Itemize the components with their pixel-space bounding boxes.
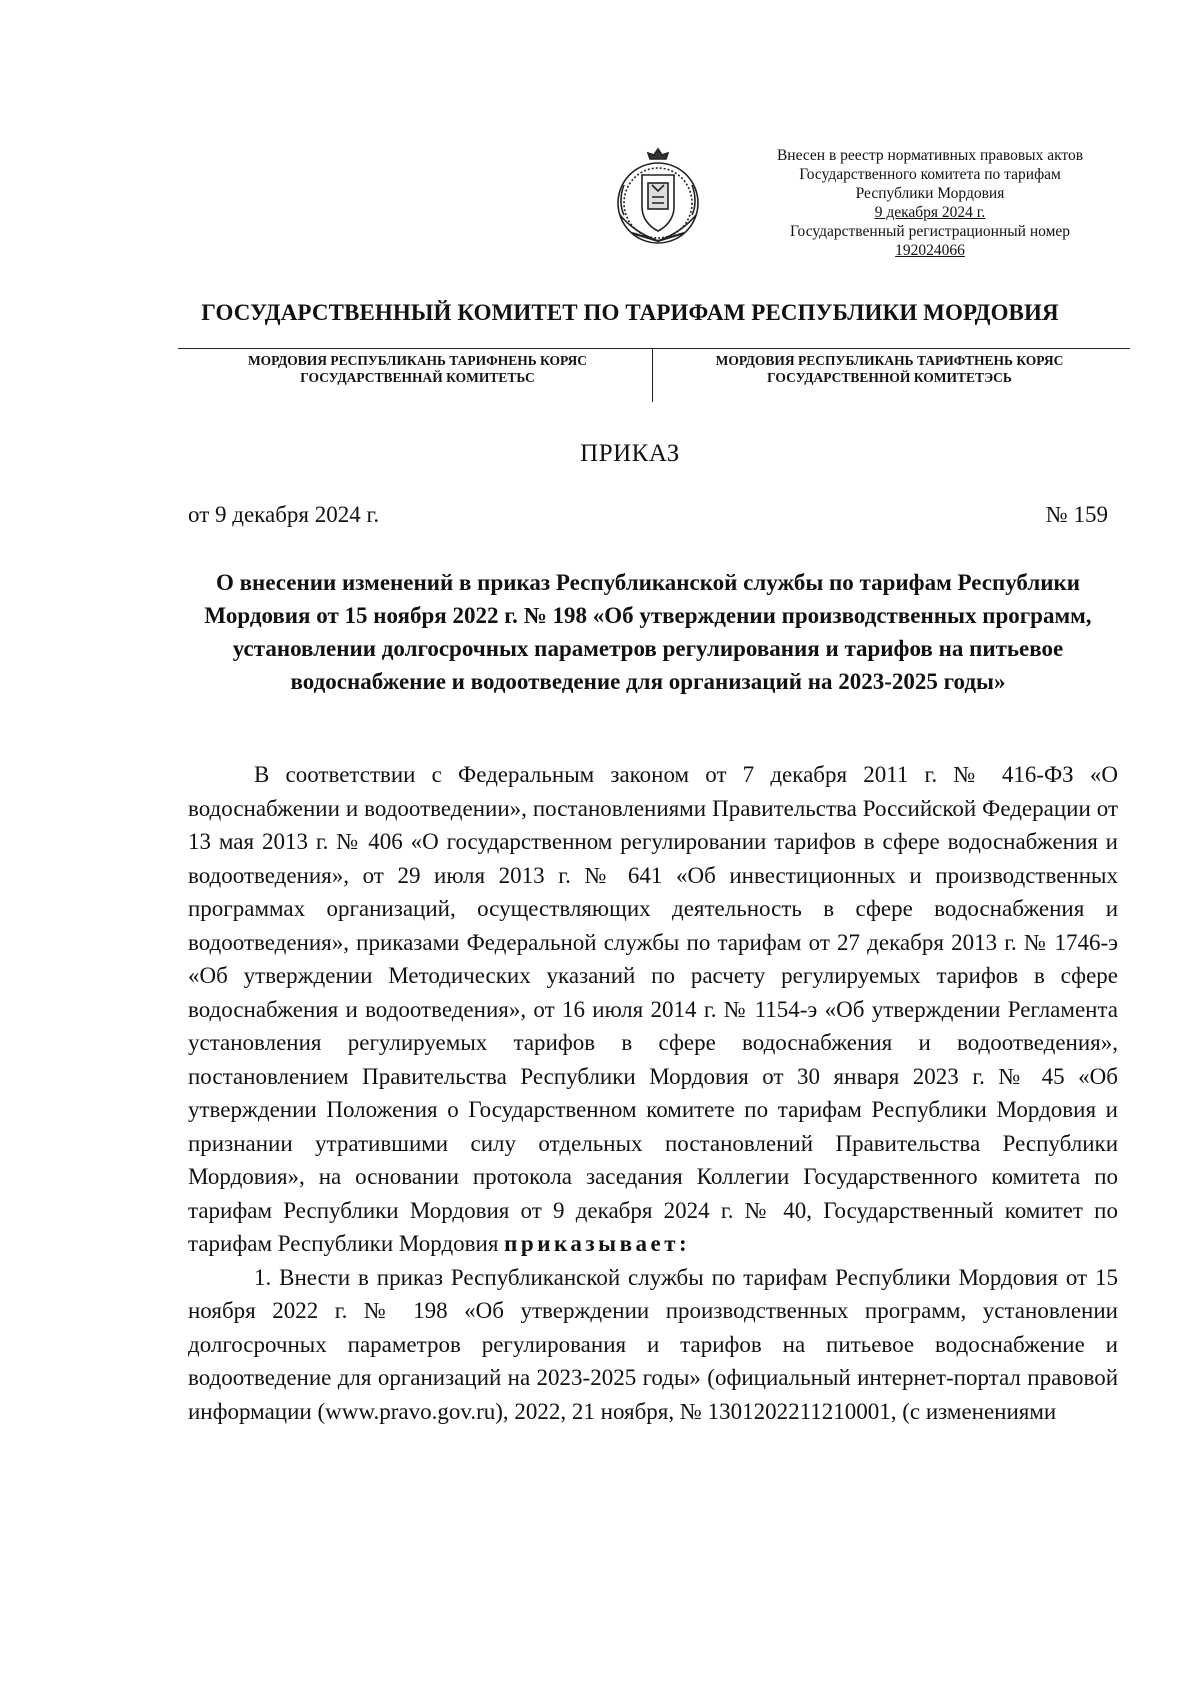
body-paragraph-1-text: В соответствии с Федеральным законом от 7 декабря 2011 г. № 416-ФЗ «О водоснабжении и водоотведении», постановлениями Правительства Российской Федерации от 13 мая 2013 г. № 406 «О государственном регулировании тарифов в сфере водоснабжения и водоотведения», от 29 июля 2013 г. № 641 «Об инвестиционных и производственных программах организаций, осуществляющих деятельность в сфере водоснабжения и водоотведения», приказами Федеральной службы по тарифам от 27 декабря 2013 г. № 1746-э «Об утверждении Методических указаний по расчету регулируемых тарифов в сфере водоснабжения и водоотведения», от 16 июля 2014 г. № 1154-э «Об утверждении Регламента установления регулируемых тарифов в сфере водоснабжения и водоотведения», постановлением Правительства Республики Мордовия от 30 января 2023 г. № 45 «Об утверждении Положения о Государственном комитете по тарифам Республики Мордовия и признании утратившими силу отдельных постановлений Правительства Республики Мордовия», на основании протокола заседания Коллегии Государственного комитета по тарифам Республики Мордовия от 9 декабря 2024 г. № 40, Государственный комитет по тарифам Республики Мордовия <box>188 762 1118 1256</box>
registry-line-5: Государственный регистрационный номер <box>789 223 1071 240</box>
document-subject: О внесении изменений в приказ Республиканской службы по тарифам Республики Мордовия от 15 ноября 2022 г. № 198 «Об утверждении производственных программ, установлении долгосрочных параметров регулирования и тарифов на питьевое водоснабжение и водоотведение для организаций на 2023-2025 годы» <box>204 570 1092 694</box>
registry-stamp <box>740 146 1120 260</box>
mordovia-coat-of-arms-icon <box>612 145 704 249</box>
registry-line-3: Республики Мордовия <box>855 185 1005 202</box>
document-type: ПРИКАЗ <box>580 440 680 467</box>
document-date: от 9 декабря 2024 г. <box>188 502 380 527</box>
registry-line-1: Внесен в реестр нормативных правовых актов <box>776 147 1084 164</box>
committee-name-erzya <box>662 352 1117 386</box>
committee-name-moksha-line2: ГОСУДАРСТВЕННАЙ КОМИТЕТЬС <box>300 370 535 385</box>
registry-number: 192024066 <box>895 242 965 259</box>
document-number: № 159 <box>1045 502 1108 527</box>
committee-name-moksha <box>190 352 645 386</box>
committee-name-moksha-line1: МОРДОВИЯ РЕСПУБЛИКАНЬ ТАРИФНЕНЬ КОРЯС <box>247 353 588 368</box>
body-paragraph-1 <box>188 758 1118 1261</box>
order-keyword: приказывает: <box>504 1231 691 1256</box>
body-paragraph-2: 1. Внести в приказ Республиканской службы по тарифам Республики Мордовия от 15 ноября 2022 г. № 198 «Об утверждении производственных программ, установлении долгосрочных параметров регулирования и тарифов на питьевое водоснабжение и водоотведение для организаций на 2023-2025 годы» (официальный интернет-портал правовой информации (www.pravo.gov.ru), 2022, 21 ноября, № 1301202211210001, (с изменениями <box>188 1264 1118 1424</box>
header-divider <box>178 348 1130 349</box>
registry-line-2: Государственного комитета по тарифам <box>799 166 1061 183</box>
committee-title: ГОСУДАРСТВЕННЫЙ КОМИТЕТ ПО ТАРИФАМ РЕСПУБЛИКИ МОРДОВИЯ <box>201 300 1059 325</box>
committee-name-erzya-line2: ГОСУДАРСТВЕННОЙ КОМИТЕТЭСЬ <box>767 370 1012 385</box>
document-body <box>188 758 1118 1428</box>
header-vertical-divider <box>652 348 653 402</box>
committee-name-erzya-line1: МОРДОВИЯ РЕСПУБЛИКАНЬ ТАРИФТНЕНЬ КОРЯС <box>715 353 1064 368</box>
registry-date: 9 декабря 2024 г. <box>874 204 986 221</box>
